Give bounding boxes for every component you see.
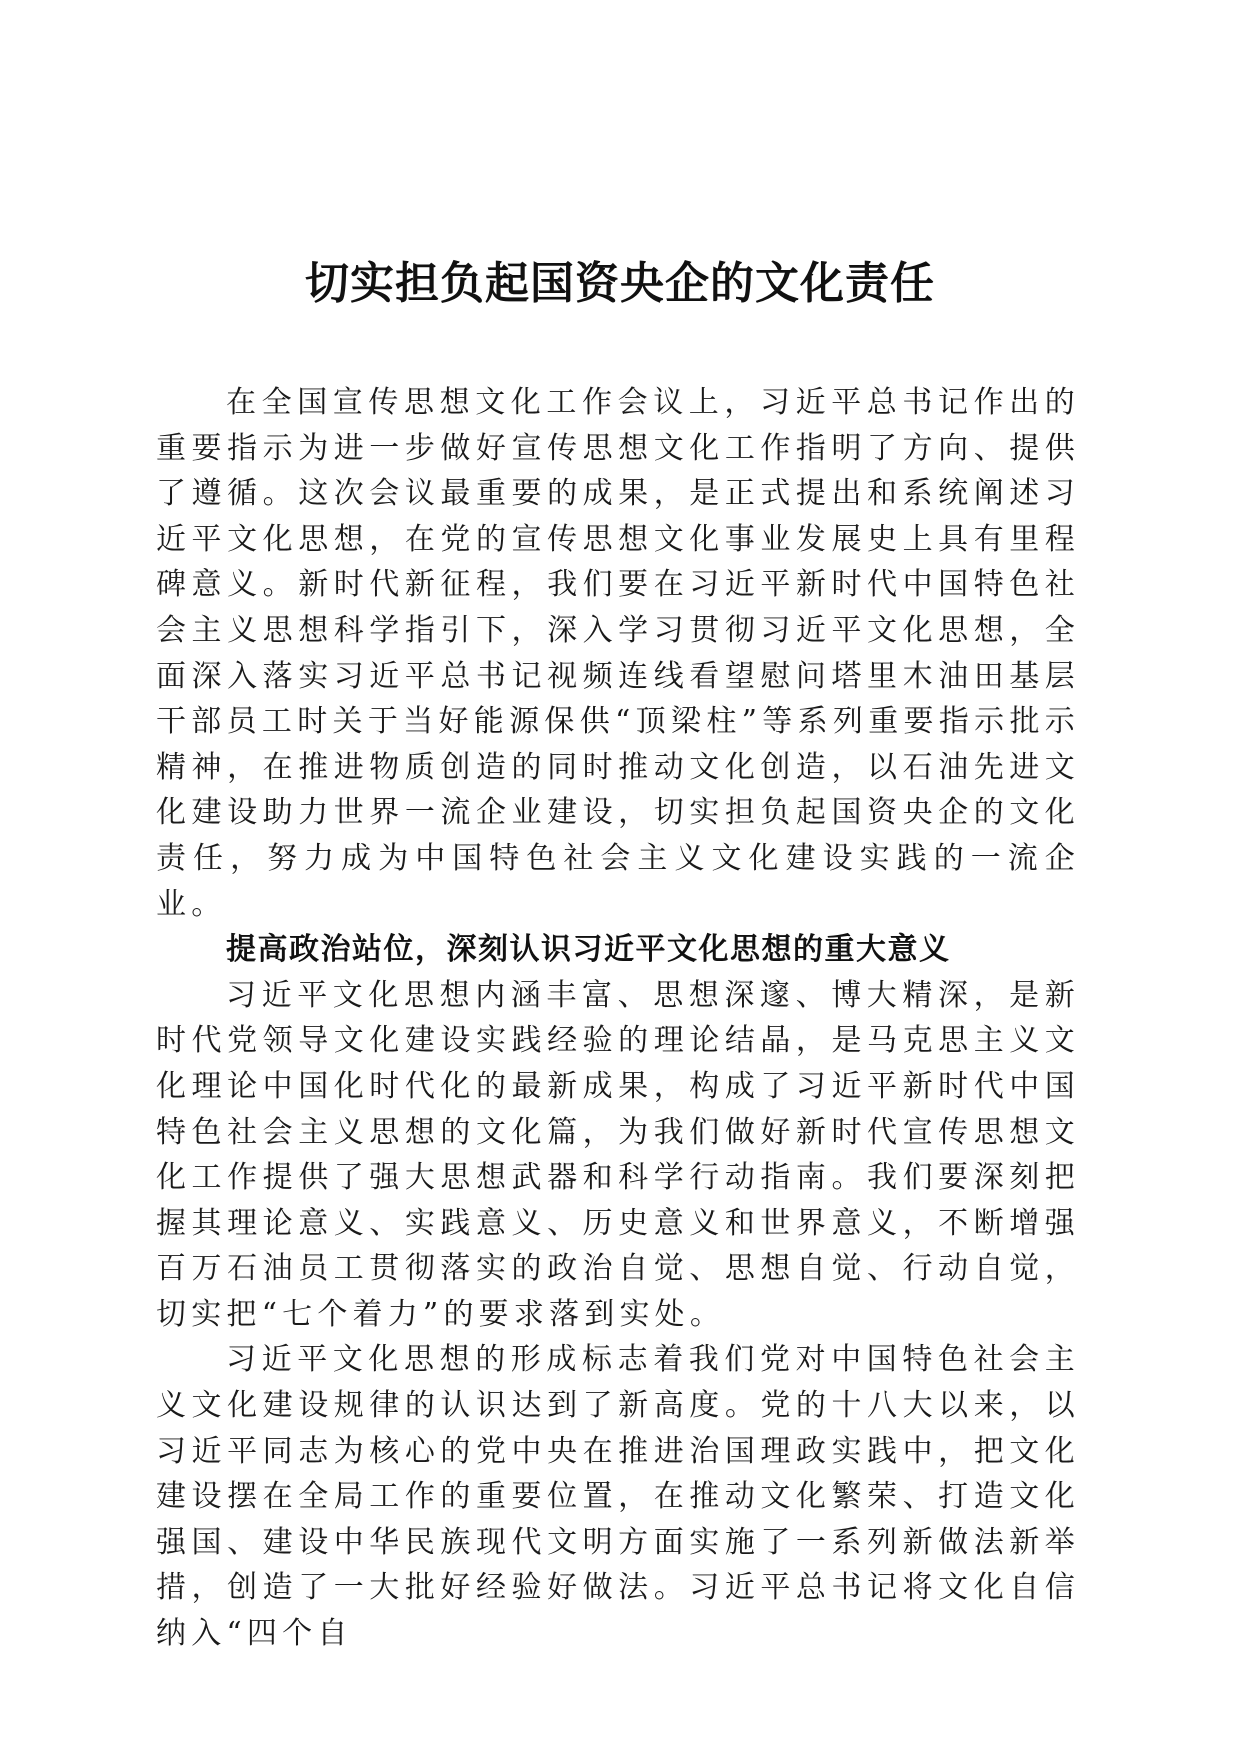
paragraph-new-height: 习近平文化思想的形成标志着我们党对中国特色社会主义文化建设规律的认识达到了新高度。党的十八大以来，以习近平同志为核心的党中央在推进治国理政实践中，把文化建设摆在全局工作的重要位置，在推动文化繁荣、打造文化强国、建设中华民族现代文明方面实施了一系列新做法新举措，创造了一大批好经验好做法。习近平总书记将文化自信纳入“四个自 (156, 1342, 1080, 1652)
paragraph-significance: 习近平文化思想内涵丰富、思想深邃、博大精深，是新时代党领导文化建设实践经验的理论结晶，是马克思主义文化理论中国化时代化的最新成果，构成了习近平新时代中国特色社会主义思想的文化篇，为我们做好新时代宣传思想文化工作提供了强大思想武器和科学行动指南。我们要深刻把握其理论意义、实践意义、历史意义和世界意义，不断增强百万石油员工贯彻落实的政治自觉、思想自觉、行动自觉，切实把“七个着力”的要求落到实处。 (156, 977, 1080, 1332)
document-title: 切实担负起国资央企的文化责任 (305, 258, 935, 309)
section-heading: 提高政治站位，深刻认识习近平文化思想的重大意义 (226, 932, 951, 968)
document-body (156, 380, 1080, 1657)
paragraph-intro: 在全国宣传思想文化工作会议上，习近平总书记作出的重要指示为进一步做好宣传思想文化工作指明了方向、提供了遵循。这次会议最重要的成果，是正式提出和系统阐述习近平文化思想，在党的宣传思想文化事业发展史上具有里程碑意义。新时代新征程，我们要在习近平新时代中国特色社会主义思想科学指引下，深入学习贯彻习近平文化思想，全面深入落实习近平总书记视频连线看望慰问塔里木油田基层干部员工时关于当好能源保供“顶梁柱”等系列重要指示批示精神，在推进物质创造的同时推动文化创造，以石油先进文化建设助力世界一流企业建设，切实担负起国资央企的文化责任，努力成为中国特色社会主义文化建设实践的一流企业。 (156, 385, 1080, 922)
